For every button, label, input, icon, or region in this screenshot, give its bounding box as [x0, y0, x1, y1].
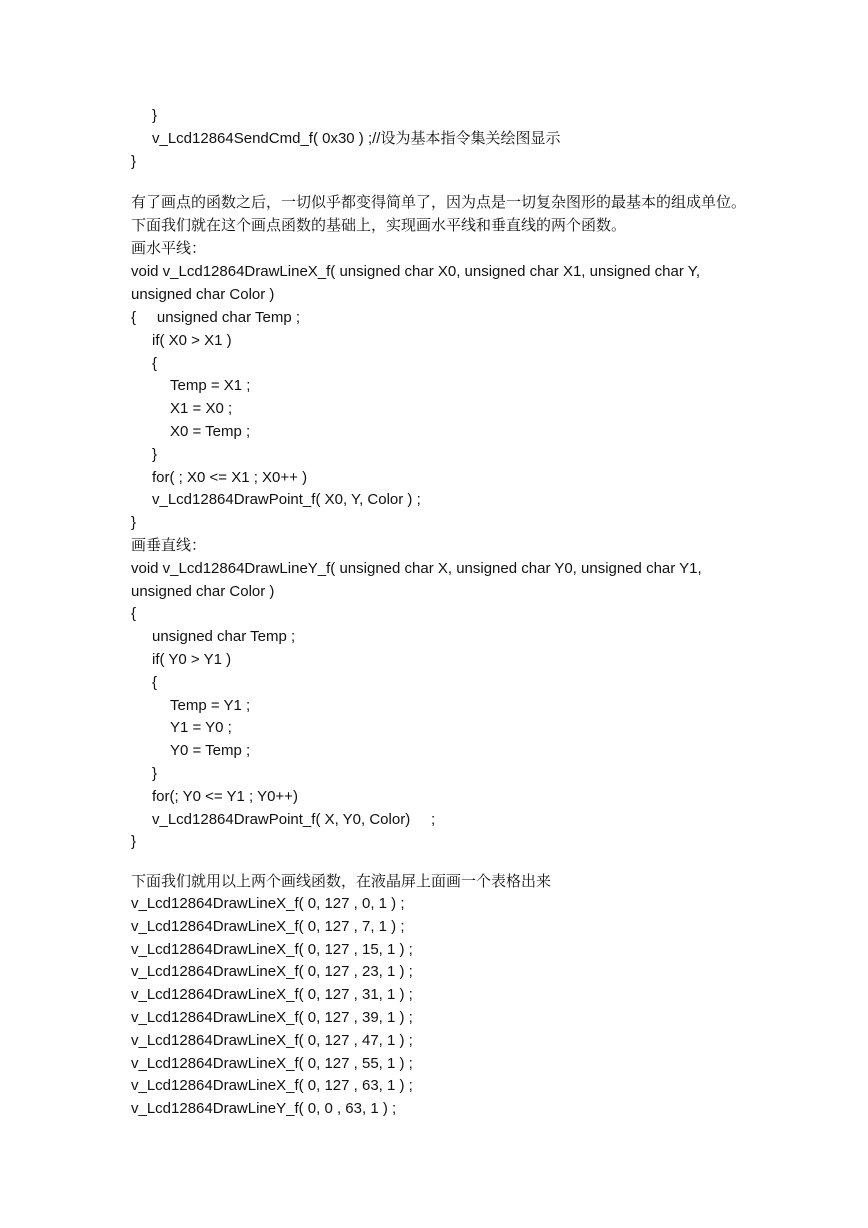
code-line: unsigned char Color ) — [131, 286, 275, 303]
code-line: { — [152, 674, 158, 691]
code-line: v_Lcd12864DrawPoint_f( X, Y0, Color) ; — [152, 811, 436, 828]
code-line: Y0 = Temp ; — [170, 742, 251, 759]
code-line: { — [152, 355, 158, 372]
code-line: for( ; X0 <= X1 ; X0++ ) — [152, 469, 308, 486]
paragraph-line: 下面我们就在这个画点函数的基础上，实现画水平线和垂直线的两个函数。 — [131, 217, 627, 234]
code-line: Temp = Y1 ; — [170, 697, 251, 714]
code-line: v_Lcd12864DrawLineX_f( 0, 127 , 55, 1 ) ; — [131, 1055, 413, 1072]
code-line: unsigned char Temp ; — [152, 628, 296, 645]
code-line: if( Y0 > Y1 ) — [152, 651, 232, 668]
code-line: } — [152, 765, 158, 782]
code-line: unsigned char Color ) — [131, 583, 275, 600]
code-line: v_Lcd12864DrawLineX_f( 0, 127 , 47, 1 ) ; — [131, 1032, 413, 1049]
code-line: v_Lcd12864DrawLineX_f( 0, 127 , 63, 1 ) ; — [131, 1077, 413, 1094]
code-line: } — [131, 833, 137, 850]
code-line: v_Lcd12864DrawLineX_f( 0, 127 , 0, 1 ) ; — [131, 895, 405, 912]
section-heading: 画水平线： — [131, 240, 207, 257]
code-line: void v_Lcd12864DrawLineX_f( unsigned char X0, unsigned char X1, unsigned char Y, — [131, 263, 700, 280]
code-line: { — [131, 605, 137, 622]
paragraph-line: 有了画点的函数之后，一切似乎都变得简单了，因为点是一切复杂图形的最基本的组成单位。 — [131, 194, 747, 211]
code-line: } — [152, 107, 158, 124]
code-line: v_Lcd12864DrawLineX_f( 0, 127 , 39, 1 ) ; — [131, 1009, 413, 1026]
code-line: Y1 = Y0 ; — [170, 719, 232, 736]
code-line: v_Lcd12864DrawLineX_f( 0, 127 , 15, 1 ) ; — [131, 941, 413, 958]
code-line: } — [131, 153, 137, 170]
code-line: if( X0 > X1 ) — [152, 332, 232, 349]
code-line: } — [131, 514, 137, 531]
paragraph-line: 下面我们就用以上两个画线函数，在液晶屏上面画一个表格出来 — [131, 873, 552, 890]
code-line: for(; Y0 <= Y1 ; Y0++) — [152, 788, 298, 805]
code-line: void v_Lcd12864DrawLineY_f( unsigned char X, unsigned char Y0, unsigned char Y1, — [131, 560, 702, 577]
section-heading: 画垂直线： — [131, 537, 207, 554]
code-line: v_Lcd12864SendCmd_f( 0x30 ) ;//设为基本指令集关绘图显示 — [152, 130, 561, 147]
code-line: X1 = X0 ; — [170, 400, 233, 417]
code-line: X0 = Temp ; — [170, 423, 251, 440]
code-line: v_Lcd12864DrawLineX_f( 0, 127 , 23, 1 ) ; — [131, 963, 413, 980]
code-line: v_Lcd12864DrawLineX_f( 0, 127 , 7, 1 ) ; — [131, 918, 405, 935]
code-line: Temp = X1 ; — [170, 377, 251, 394]
code-line: v_Lcd12864DrawLineY_f( 0, 0 , 63, 1 ) ; — [131, 1100, 397, 1117]
code-line: v_Lcd12864DrawLineX_f( 0, 127 , 31, 1 ) ; — [131, 986, 413, 1003]
code-line: v_Lcd12864DrawPoint_f( X0, Y, Color ) ; — [152, 491, 421, 508]
code-line: { unsigned char Temp ; — [131, 309, 300, 326]
code-line: } — [152, 446, 158, 463]
